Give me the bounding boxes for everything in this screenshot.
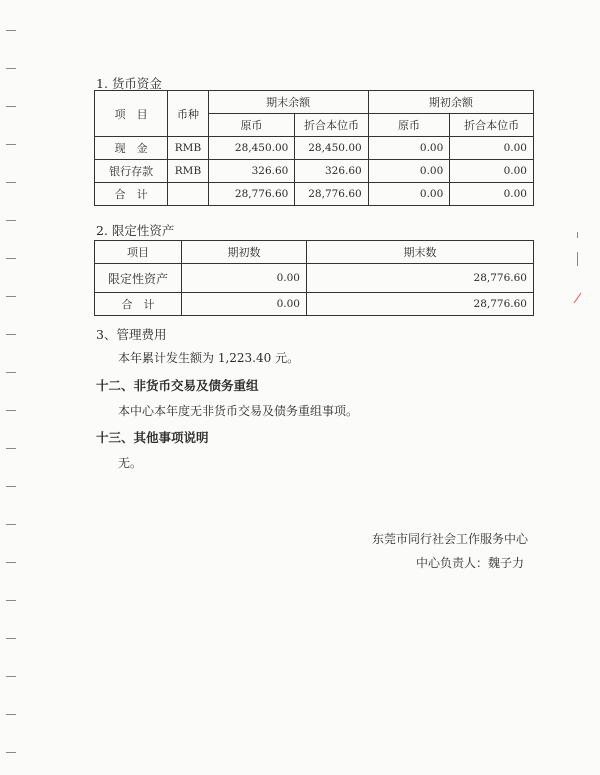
row-begin-converted: 0.00 (450, 160, 534, 183)
binder-tick (6, 258, 16, 259)
row-begin-original: 0.00 (368, 183, 450, 206)
header-begin-original: 原币 (368, 114, 450, 137)
row-item: 现 金 (95, 137, 168, 160)
scan-mark (577, 252, 578, 266)
table-row (95, 293, 534, 316)
binder-tick (6, 676, 16, 677)
binder-tick (6, 600, 16, 601)
row-end-original: 28,450.00 (208, 137, 295, 160)
row-end-converted: 28,776.60 (295, 183, 368, 206)
row-end: 28,776.60 (307, 264, 534, 293)
row-begin-original: 0.00 (368, 137, 450, 160)
section1-title: 1. 货币资金 (96, 76, 162, 91)
row-end-converted: 326.60 (295, 160, 368, 183)
table-row (95, 137, 534, 160)
table-row (95, 264, 534, 293)
binder-tick (6, 638, 16, 639)
section13-text: 无。 (118, 456, 143, 470)
binder-tick (6, 68, 16, 69)
binder-tick (6, 752, 16, 753)
binder-tick (6, 562, 16, 563)
header-end-original: 原币 (208, 114, 295, 137)
table-row (95, 183, 534, 206)
section12-title: 十二、非货币交易及债务重组 (96, 378, 259, 393)
section2-title: 2. 限定性资产 (96, 223, 175, 238)
header-begin-balance: 期初余额 (368, 91, 533, 114)
row-item: 银行存款 (95, 160, 168, 183)
binder-tick (6, 144, 16, 145)
row-item: 合 计 (95, 183, 168, 206)
header-begin: 期初数 (182, 241, 307, 264)
binder-tick (6, 524, 16, 525)
binder-tick (6, 714, 16, 715)
row-end-original: 28,776.60 (208, 183, 295, 206)
row-begin-converted: 0.00 (450, 183, 534, 206)
header-item: 项目 (95, 241, 182, 264)
header-currency: 币种 (168, 91, 208, 137)
binder-tick (6, 372, 16, 373)
row-end-converted: 28,450.00 (295, 137, 368, 160)
scan-mark (577, 232, 578, 238)
row-begin-converted: 0.00 (450, 137, 534, 160)
binder-tick (6, 448, 16, 449)
row-currency (168, 183, 208, 206)
row-end: 28,776.60 (307, 293, 534, 316)
binder-tick (6, 182, 16, 183)
header-end: 期末数 (307, 241, 534, 264)
signature-org: 东莞市同行社会工作服务中心 (372, 532, 529, 546)
restricted-assets-table (94, 240, 534, 316)
binder-tick (6, 30, 16, 31)
section3-title: 3、管理费用 (96, 327, 167, 342)
table-row (95, 160, 534, 183)
binder-tick (6, 486, 16, 487)
binder-tick (6, 410, 16, 411)
binder-tick (6, 106, 16, 107)
header-end-balance: 期末余额 (208, 91, 368, 114)
scan-mark (574, 293, 582, 303)
binder-tick (6, 296, 16, 297)
signature-person: 中心负责人：魏子力 (416, 556, 525, 570)
header-item: 项 目 (95, 91, 168, 137)
binder-tick (6, 220, 16, 221)
section3-text: 本年累计发生额为 1,223.40 元。 (118, 351, 300, 365)
row-end-original: 326.60 (208, 160, 295, 183)
row-currency: RMB (168, 160, 208, 183)
row-item: 合 计 (95, 293, 182, 316)
section12-text: 本中心本年度无非货币交易及债务重组事项。 (118, 404, 359, 418)
cash-table (94, 90, 534, 206)
row-begin-original: 0.00 (368, 160, 450, 183)
row-begin: 0.00 (182, 293, 307, 316)
section13-title: 十三、其他事项说明 (96, 430, 209, 445)
row-currency: RMB (168, 137, 208, 160)
header-end-converted: 折合本位币 (295, 114, 368, 137)
header-begin-converted: 折合本位币 (450, 114, 534, 137)
row-item: 限定性资产 (95, 264, 182, 293)
row-begin: 0.00 (182, 264, 307, 293)
binder-tick (6, 334, 16, 335)
